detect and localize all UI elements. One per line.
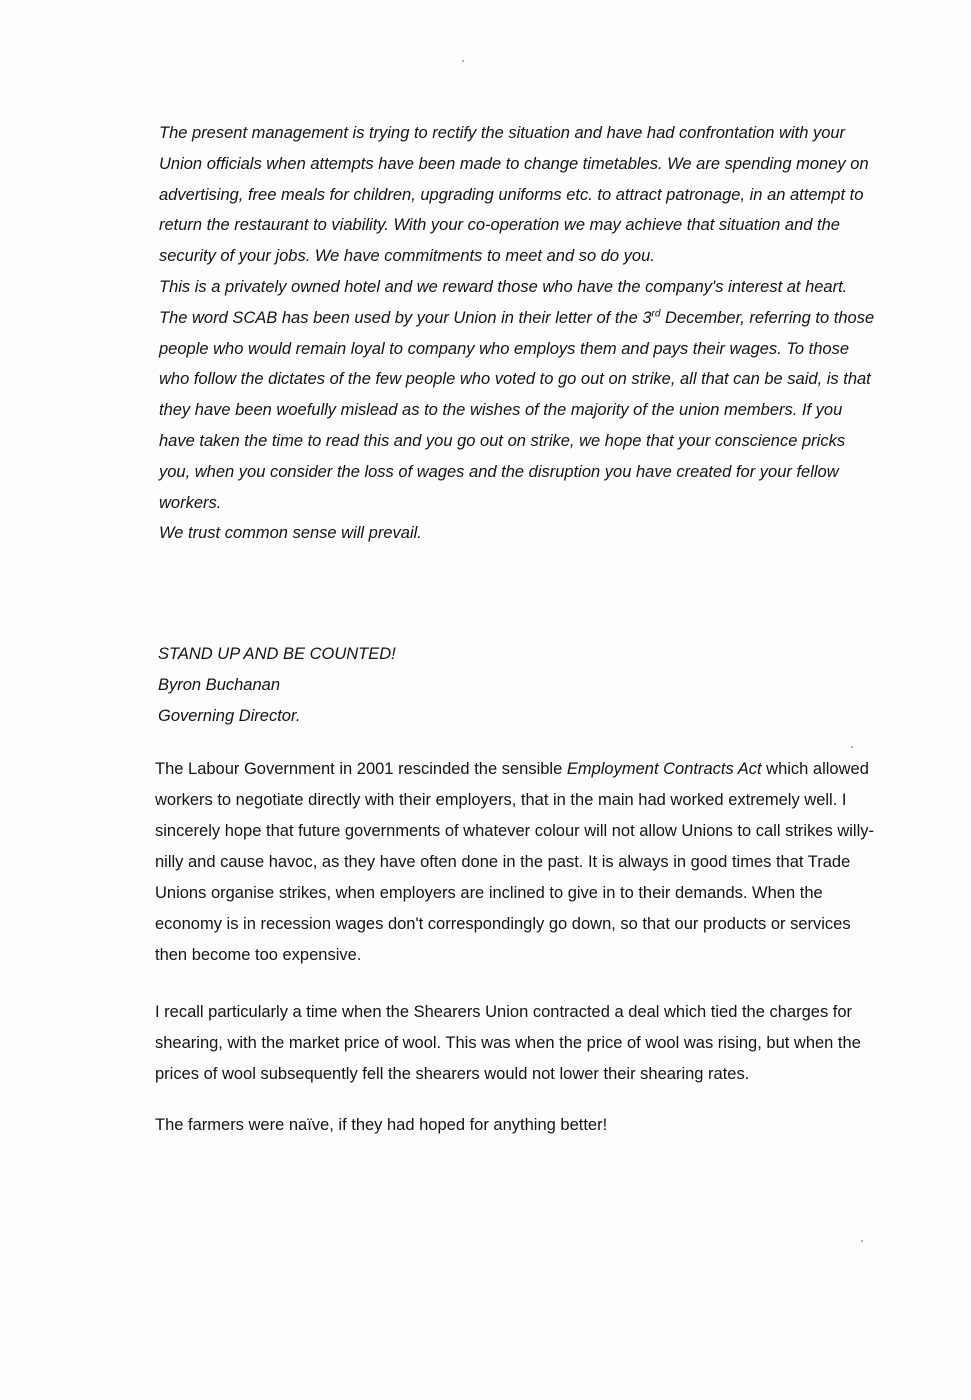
commentary-paragraph: I recall particularly a time when the Shearers Union contracted a deal which tied the charges for shearing, with the market price of wool. This was when the price of wool was rising, but when the prices of wool subsequently fell the shearers would not lower their shearing rates. — [155, 1003, 861, 1083]
date-suffix: rd — [651, 308, 661, 320]
date-number: 3 — [642, 308, 652, 327]
act-name: Employment Contracts Act — [566, 760, 762, 778]
scan-speck — [861, 1240, 863, 1242]
letter-paragraph: We trust common sense will prevail. — [159, 524, 422, 543]
letter-paragraph — [159, 272, 879, 518]
commentary-text: which allowed workers to negotiate directly with their employers, that in the main had worked extremely well. I sincerely hope that future governments of whatever colour will not allow Unions to call strikes willy-nilly and cause havoc, as they have often done in the past. It is always in good times that Trade Unions organise strikes, when employers are inclined to give in to their demands. When the economy is in recession wages don't correspondingly go down, so that our products or services then become too expensive. — [155, 760, 874, 964]
signatory-title: Governing Director. — [158, 707, 301, 725]
letter-body — [159, 118, 879, 549]
scan-speck — [851, 746, 853, 748]
slogan: STAND UP AND BE COUNTED! — [158, 645, 396, 663]
commentary-paragraph — [155, 754, 875, 971]
commentary-paragraph: The farmers were naïve, if they had hoped for anything better! — [155, 1116, 608, 1134]
commentary-body — [155, 754, 875, 1141]
signature-block — [158, 639, 558, 732]
letter-paragraph: The present management is trying to rectify the situation and have had confrontation with your Union officials when attempts have been made to change timetables. We are spending money on advertising, free meals for children, upgrading uniforms etc. to attract patronage, in an attempt to return the restaurant to viability. With your co-operation we may achieve that situation and the security of your jobs. We have commitments to meet and so do you. — [159, 124, 869, 266]
letter-text: December, referring to those people who would remain loyal to company who employs them and pays their wages. To those who follow the dictates of the few people who voted to go out on strike, all that can be said, is that they have been woefully mislead as to the wishes of the majority of the union members. If you have taken the time to read this and you go out on strike, we hope that your conscience pricks you, when you consider the loss of wages and the disruption you have created for your fellow workers. — [159, 308, 875, 512]
signatory-name: Byron Buchanan — [158, 676, 281, 694]
commentary-text: The Labour Government in 2001 rescinded the sensible — [155, 760, 567, 778]
letter-text: This is a privately owned hotel and we reward those who have the company's interest at heart. The word SCAB has been used by your Union in their letter of the — [159, 277, 848, 327]
scan-speck — [462, 60, 464, 62]
